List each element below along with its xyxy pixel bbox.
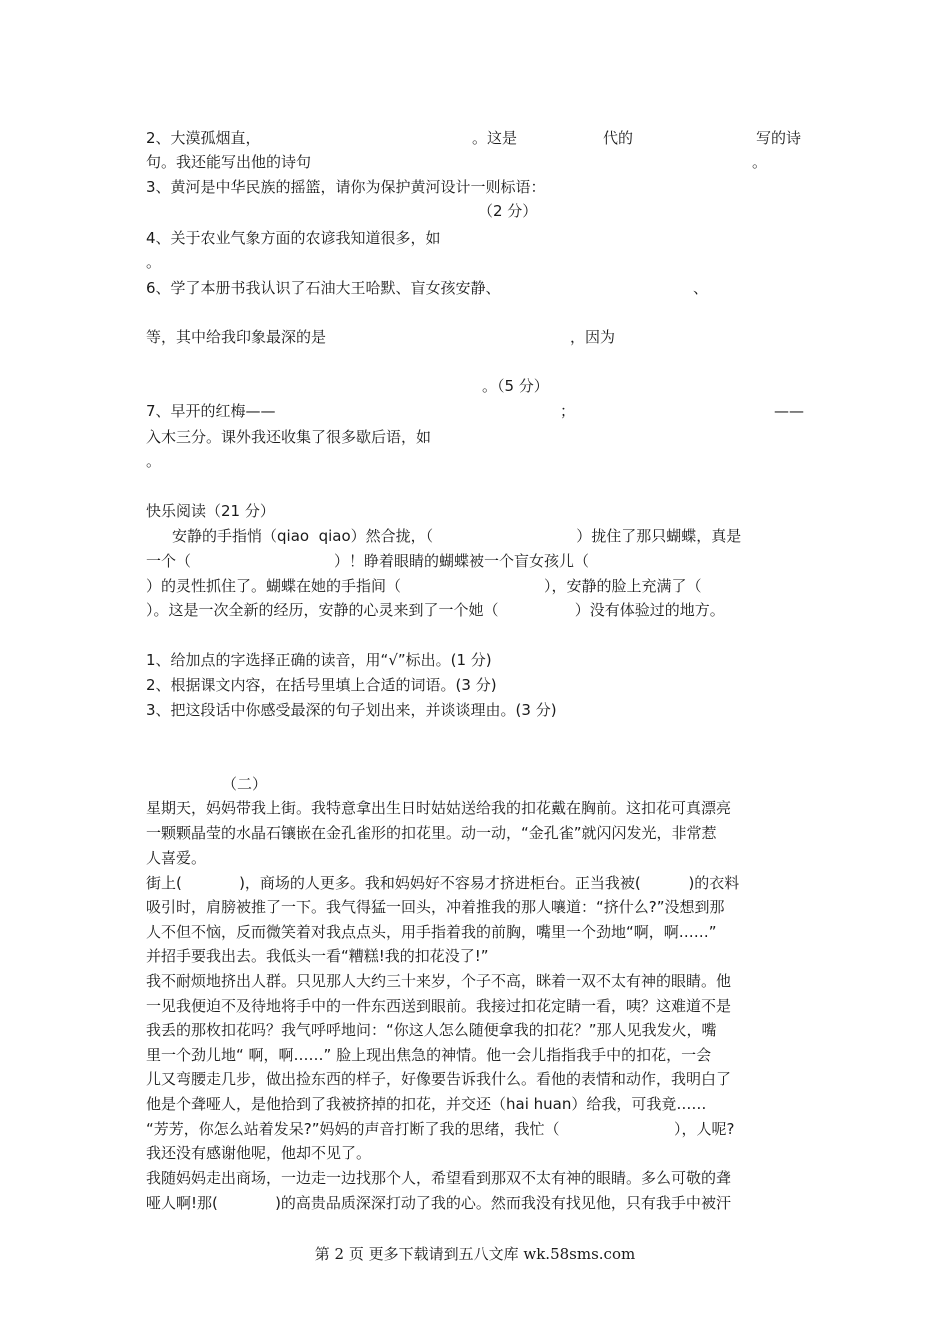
score-label: 。（5 分） xyxy=(482,377,549,395)
text-line: —— xyxy=(774,402,804,420)
text-line: 。 xyxy=(146,452,162,470)
text-line: ，因为 xyxy=(570,328,616,346)
paragraph-line: 一见我便迫不及待地将手中的一件东西送到眼前。我接过扣花定睛一看，咦？这难道不是 xyxy=(146,997,732,1015)
text-line: 。 xyxy=(146,253,162,271)
paragraph-line: 一颗颗晶莹的水晶石镶嵌在金孔雀形的扣花里。动一动，“金孔雀”就闪闪发光，非常惹 xyxy=(146,824,717,842)
text-line: 句。我还能写出他的诗句 xyxy=(146,153,312,171)
paragraph-line: 人喜爱。 xyxy=(146,849,207,867)
paragraph-line: 安静的手指悄（qiao qiao）然合拢，（ ）拢住了那只蝴蝶，真是 xyxy=(172,527,742,545)
section-title: 快乐阅读（21 分） xyxy=(146,502,275,520)
paragraph-line: 他是个聋哑人，是他拾到了我被挤掉的扣花，并交还（hai huan）给我，可我竟…… xyxy=(146,1095,707,1113)
paragraph-line: 我丢的那枚扣花吗？我气呼呼地问：“你这人怎么随便拿我的扣花？”那人见我发火，嘴 xyxy=(146,1021,717,1039)
text-line: 。这是 xyxy=(472,129,518,147)
text-line: 入木三分。课外我还收集了很多歇后语，如 xyxy=(146,428,432,446)
paragraph-line: ）。这是一次全新的经历，安静的心灵来到了一个她（ ）没有体验过的地方。 xyxy=(146,601,725,619)
reading-question: 1、给加点的字选择正确的读音，用“√”标出。(1 分) xyxy=(146,651,492,669)
score-label: （2 分） xyxy=(478,202,538,220)
paragraph-line: 人不但不恼，反而微笑着对我点点头，用手指着我的前胸，嘴里一个劲地“啊，啊……” xyxy=(146,923,717,941)
reading-question: 2、根据课文内容，在括号里填上合适的词语。(3 分) xyxy=(146,676,497,694)
text-line: 代的 xyxy=(603,129,634,147)
paragraph-line: 我不耐烦地挤出人群。只见那人大约三十来岁，个子不高，眯着一双不太有神的眼睛。他 xyxy=(146,972,732,990)
paragraph-line: 星期天，妈妈带我上街。我特意拿出生日时姑姑送给我的扣花戴在胸前。这扣花可真漂亮 xyxy=(146,799,732,817)
text-line: 写的诗 xyxy=(756,129,802,147)
paragraph-line: 我还没有感谢他呢，他却不见了。 xyxy=(146,1144,372,1162)
section-heading: （二） xyxy=(222,775,268,793)
text-line: 2、大漠孤烟直， xyxy=(146,129,261,147)
paragraph-line: 吸引时，肩膀被推了一下。我气得猛一回头，冲着推我的那人嚷道：“挤什么?”没想到那 xyxy=(146,898,725,916)
text-line: ； xyxy=(560,402,576,420)
text-line: 3、黄河是中华民族的摇篮，请你为保护黄河设计一则标语： xyxy=(146,178,546,196)
paragraph-line: 里一个劲儿地“ 啊，啊……” 脸上现出焦急的神情。他一会儿指指我手中的扣花，一会 xyxy=(146,1046,712,1064)
reading-question: 3、把这段话中你感受最深的句子划出来，并谈谈理由。(3 分) xyxy=(146,701,557,719)
text-line: 等，其中给我印象最深的是 xyxy=(146,328,327,346)
text-line: 7、早开的红梅—— xyxy=(146,402,276,420)
paragraph-line: 并招手要我出去。我低头一看“糟糕!我的扣花没了!” xyxy=(146,947,489,965)
paragraph-line: 我随妈妈走出商场，一边走一边找那个人，希望看到那双不太有神的眼睛。多么可敬的聋 xyxy=(146,1169,732,1187)
text-line: 。 xyxy=(752,153,768,171)
paragraph-line: 哑人啊!那( )的高贵品质深深打动了我的心。然而我没有找见他，只有我手中被汗 xyxy=(146,1194,731,1212)
paragraph-line: ）的灵性抓住了。蝴蝶在她的手指间（ ），安静的脸上充满了（ xyxy=(146,577,702,595)
paragraph-line: 街上( )，商场的人更多。我和妈妈好不容易才挤进柜台。正当我被( )的衣料 xyxy=(146,874,740,892)
paragraph-line: 儿又弯腰走几步，做出捡东西的样子，好像要告诉我什么。看他的表情和动作，我明白了 xyxy=(146,1070,732,1088)
text-line: 、 xyxy=(693,279,709,297)
text-line: 6、学了本册书我认识了石油大王哈默、盲女孩安静、 xyxy=(146,279,501,297)
page-footer: 第 2 页 更多下载请到五八文库 wk.58sms.com xyxy=(314,1245,636,1263)
text-line: 4、关于农业气象方面的农谚我知道很多，如 xyxy=(146,229,441,247)
paragraph-line: “芳芳，你怎么站着发呆?”妈妈的声音打断了我的思绪，我忙（ ），人呢? xyxy=(146,1120,735,1138)
paragraph-line: 一个（ ）！睁着眼睛的蝴蝶被一个盲女孩儿（ xyxy=(146,552,590,570)
